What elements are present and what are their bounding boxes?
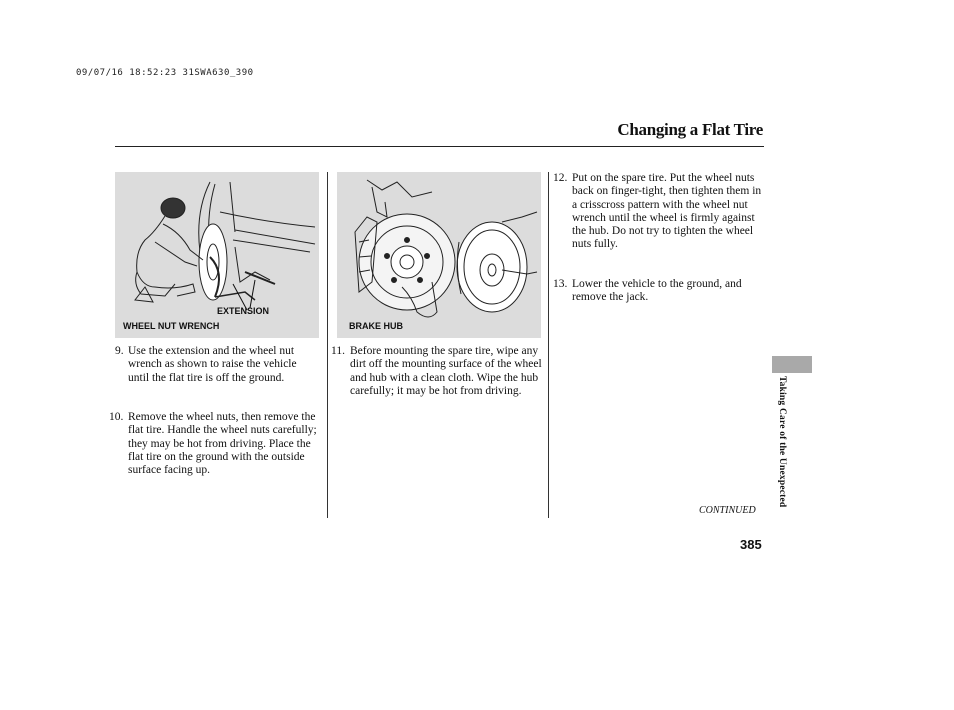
hub-illustration: [337, 172, 541, 338]
step-text: Put on the spare tire. Put the wheel nuts back on finger-tight, then tighten them in a crisscross pattern with the wheel nut wrench until the wheel is firmly against the hub. Do not try to tighten the wheel nuts fully.: [572, 172, 762, 251]
page-number: 385: [740, 537, 762, 552]
step-text: Lower the vehicle to the ground, and remove the jack.: [572, 278, 742, 304]
step-text: Before mounting the spare tire, wipe any dirt off the mounting surface of the wheel and hub with a clean cloth. Wipe the hub carefully; it may be hot from driving.: [350, 345, 542, 397]
jack-illustration: [115, 172, 319, 338]
step-text: Remove the wheel nuts, then remove the flat tire. Handle the wheel nuts carefully; they may be hot from driving. Place the flat tire on the ground with the outside surface facing up.: [128, 411, 317, 477]
print-stamp: 09/07/16 18:52:23 31SWA630_390: [76, 68, 254, 78]
step-number: 11.: [331, 345, 345, 357]
step-text: Use the extension and the wheel nut wrench as shown to raise the vehicle until the flat tire is off the ground.: [128, 345, 297, 384]
section-tab-marker: [772, 356, 812, 373]
step-number: 13.: [553, 278, 568, 290]
section-tab-label: Taking Care of the Unexpected: [777, 376, 787, 508]
step-number: 10.: [109, 411, 124, 423]
caption-extension: EXTENSION: [217, 306, 270, 316]
caption-wheel-nut-wrench: WHEEL NUT WRENCH: [123, 321, 220, 331]
hub-drawing: [337, 172, 541, 338]
column-divider-left: [327, 172, 328, 518]
page-title: Changing a Flat Tire: [617, 120, 763, 139]
step-number: 12.: [553, 172, 568, 184]
caption-brake-hub: BRAKE HUB: [349, 321, 403, 331]
continued-label: CONTINUED: [699, 505, 756, 516]
step-number: 9.: [115, 345, 124, 357]
column-divider-right: [548, 172, 549, 518]
title-rule: [115, 146, 764, 147]
